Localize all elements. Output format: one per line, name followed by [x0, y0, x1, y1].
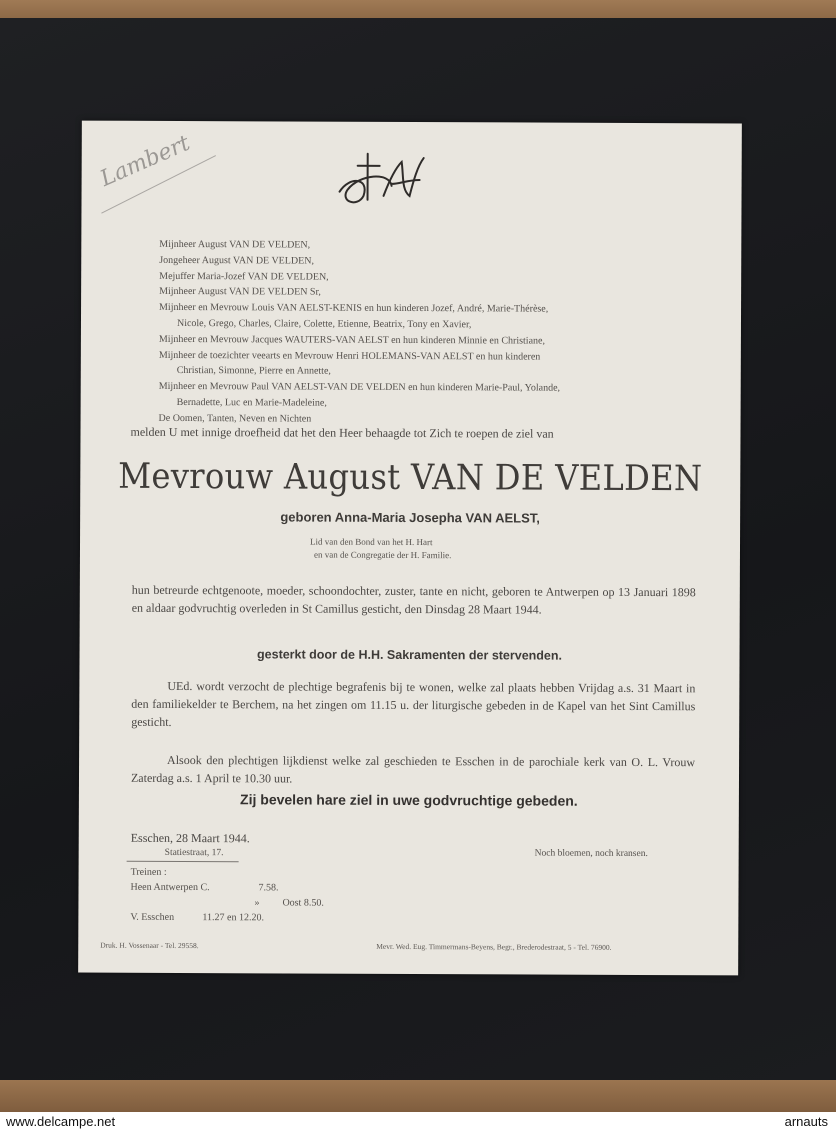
train-departure-time: 7.58. [258, 882, 279, 894]
mourning-card [78, 121, 742, 976]
seller-watermark: arnauts [784, 1114, 828, 1129]
mourner-line: De Oomen, Tanten, Neven en Nichten [158, 412, 312, 425]
mourner-line: Mijnheer en Mevrouw Jacques WAUTERS-VAN AELST en hun kinderen Minnie en Christiane, [158, 333, 545, 347]
ditto-mark: » [254, 897, 260, 909]
printer-right: Mevr. Wed. Eug. Timmermans-Beyens, Begr., Brederodestraat, 5 - Tel. 76900. [376, 941, 612, 952]
birth-name: geboren Anna-Maria Josepha VAN AELST, [280, 509, 540, 526]
mourner-line: Mijnheer August VAN DE VELDEN, [159, 238, 311, 251]
membership-line: en van de Congregatie der H. Familie. [313, 549, 452, 561]
mourner-line: Mejuffer Maria-Jozef VAN DE VELDEN, [159, 270, 329, 283]
announcement-line: melden U met innige droefheid dat het den Heer behaagde tot Zich te roepen de ziel van [130, 424, 554, 441]
mourner-line: Mijnheer en Mevrouw Louis VAN AELST-KENIS en hun kinderen Jozef, André, Marie-Thérèse, [159, 302, 549, 315]
prayer-request: Zij bevelen hare ziel in uwe godvruchtige gebeden. [240, 791, 578, 809]
mourner-line: Mijnheer August VAN DE VELDEN Sr, [159, 286, 321, 298]
membership-line: Lid van den Bond van het H. Hart [310, 536, 433, 548]
membership-lines [310, 536, 610, 563]
mourner-line: Christian, Simonne, Pierre en Annette, [176, 365, 331, 378]
train-schedule [130, 865, 330, 926]
printer-credits [100, 941, 720, 953]
printer-left: Druk. H. Vossenaar - Tel. 29558. [100, 940, 199, 951]
biography-paragraph: hun betreurde echtgenoote, moeder, schoondochter, zuster, tante en nicht, geboren te Antwerpen op 13 Januari 1898 en aldaar godvruchtig overleden in St Camillus gesticht, den Dinsdag 28 Maart 1944. [131, 582, 696, 617]
wood-background-bottom [0, 1080, 836, 1112]
mourners-list [159, 237, 720, 429]
sacraments-line: gesterkt door de H.H. Sakramenten der stervenden. [257, 647, 563, 663]
pencil-annotation: Lambert [96, 130, 194, 192]
cross-monogram-icon [329, 150, 429, 210]
divider-line [127, 861, 239, 862]
place-date: Esschen, 28 Maart 1944. [130, 830, 250, 846]
train-departure-label: Heen Antwerpen C. [130, 881, 210, 894]
mourner-line: Bernadette, Luc en Marie-Madeleine, [176, 396, 327, 409]
train-return-time: 11.27 en 12.20. [202, 912, 264, 924]
mourner-line: Jongeheer August VAN DE VELDEN, [159, 254, 314, 267]
train-return-label: V. Esschen [130, 911, 175, 923]
funeral-paragraph: UEd. wordt verzocht de plechtige begrafenis bij te wonen, welke zal plaats hebben Vrijdag a.s. 31 Maart in den familiekelder te Berchem, na het zingen om 11.15 u. der liturgische gebeden in de Kapel van het Sint Camillus gesticht. [131, 678, 696, 729]
service-paragraph: Alsook den plechtigen lijkdienst welke zal geschieden te Esschen in de parochiale kerk van O. L. Vrouw Zaterdag a.s. 1 April te 10.30 uur. [130, 752, 696, 786]
street-address: Statiestraat, 17. [164, 847, 224, 859]
deceased-name: Mevrouw August VAN DE VELDEN [118, 456, 703, 500]
watermark-bar [0, 1112, 836, 1131]
mourner-line: Nicole, Grego, Charles, Claire, Colette, Etienne, Beatrix, Tony en Xavier, [176, 317, 472, 331]
site-watermark: www.delcampe.net [6, 1114, 116, 1129]
train-oost-time: Oost 8.50. [282, 897, 324, 909]
trains-heading: Treinen : [130, 866, 167, 878]
no-flowers-note: Noch bloemen, noch kransen. [534, 848, 648, 860]
mourner-line: Mijnheer de toezichter veearts en Mevrouw Henri HOLEMANS-VAN AELST en hun kinderen [158, 349, 541, 363]
mourner-line: Mijnheer en Mevrouw Paul VAN AELST-VAN DE VELDEN en hun kinderen Marie-Paul, Yolande, [158, 381, 561, 394]
